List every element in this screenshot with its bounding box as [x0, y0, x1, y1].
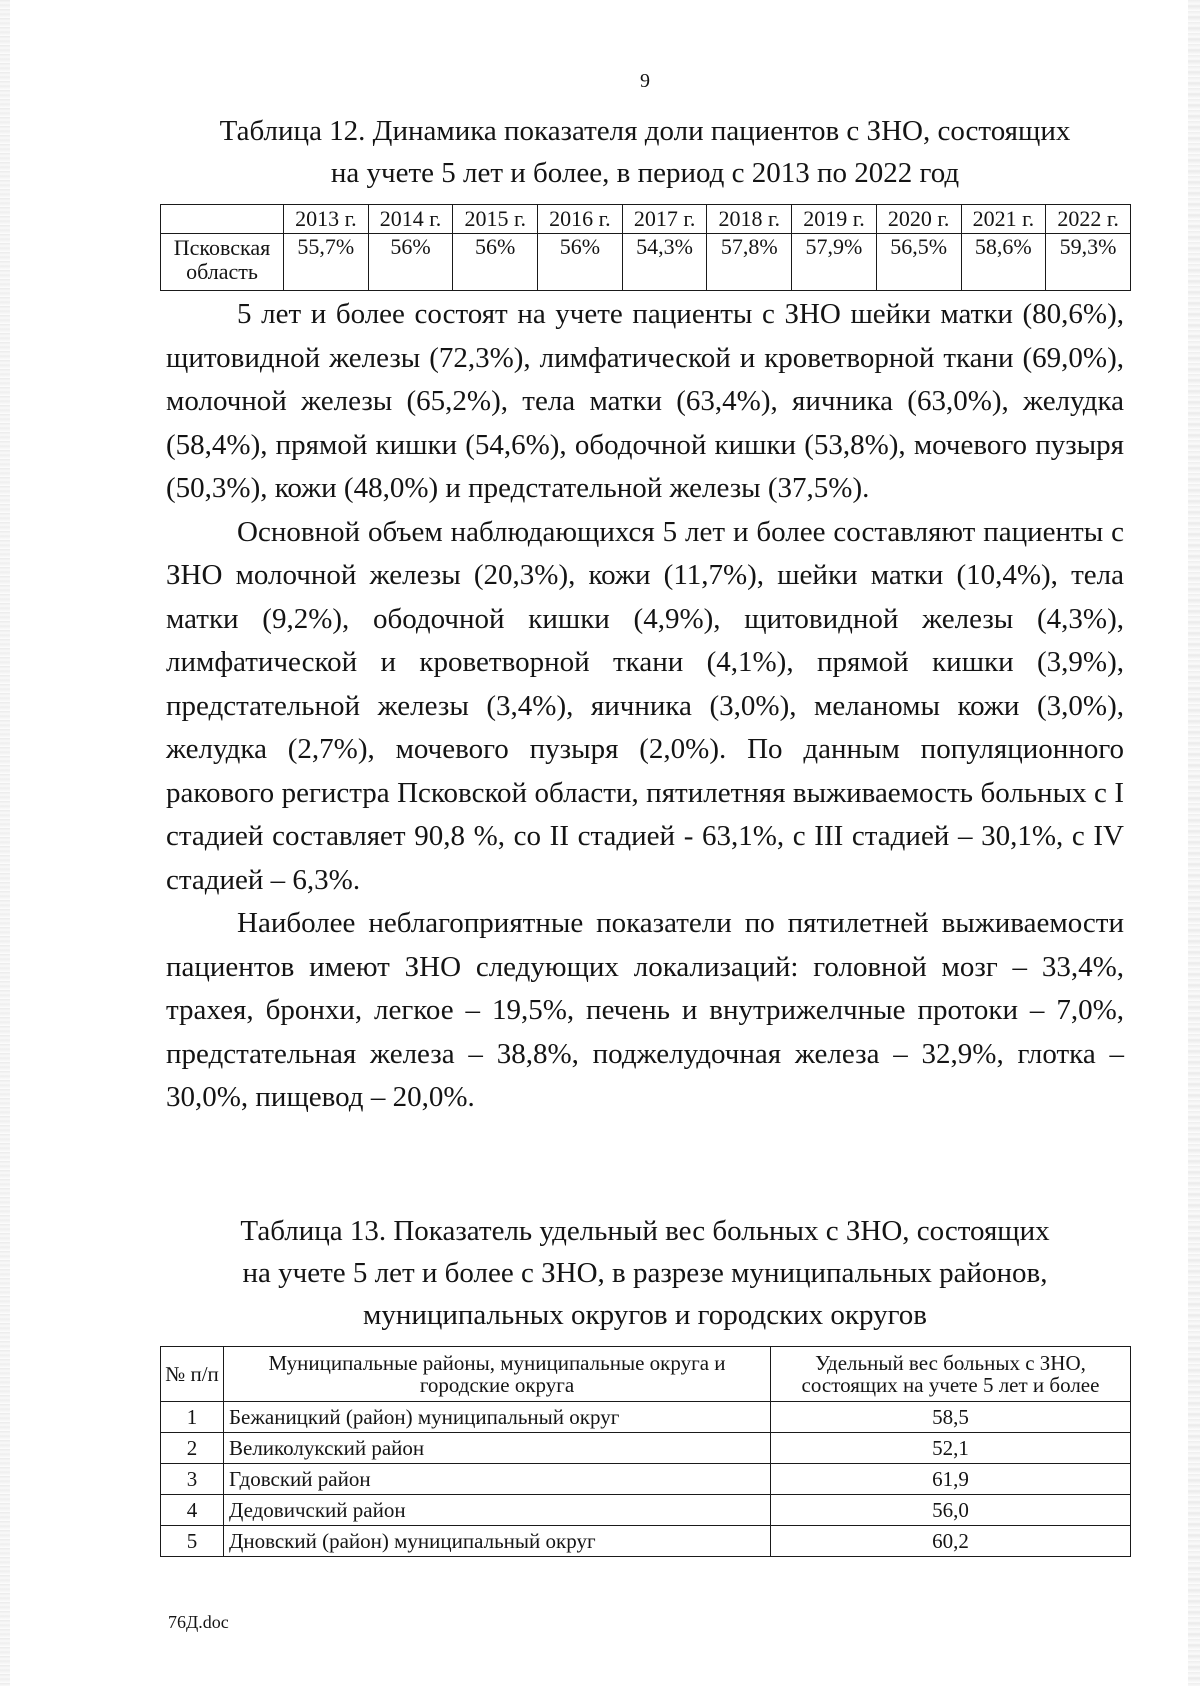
table12-year: 2015 г.: [453, 205, 538, 234]
table12-value: 57,9%: [792, 234, 877, 291]
table13-header-value: Удельный вес больных с ЗНО, состоящих на учете 5 лет и более: [771, 1347, 1131, 1402]
page-number: 9: [640, 70, 650, 92]
table12-year: 2019 г.: [792, 205, 877, 234]
table12-region: Псковская область: [161, 234, 284, 291]
table13: [160, 1346, 1131, 1557]
table12-value: 58,6%: [961, 234, 1046, 291]
table12-year: 2017 г.: [622, 205, 707, 234]
table12-year: 2021 г.: [961, 205, 1046, 234]
table13-header-num: № п/п: [161, 1347, 224, 1402]
table12-year: 2022 г.: [1046, 205, 1131, 234]
row-name: Великолукский район: [224, 1433, 771, 1464]
row-number: 3: [161, 1464, 224, 1495]
row-number: 2: [161, 1433, 224, 1464]
row-number: 5: [161, 1526, 224, 1557]
table12-year: 2014 г.: [368, 205, 453, 234]
table12-caption: [150, 110, 1140, 194]
table-row: [161, 1402, 1131, 1433]
table-row: [161, 1433, 1131, 1464]
table12-year: 2020 г.: [876, 205, 961, 234]
row-name: Гдовский район: [224, 1464, 771, 1495]
table12-value: 56,5%: [876, 234, 961, 291]
table13-caption-line3: муниципальных округов и городских округов: [362, 1299, 927, 1331]
table12-value: 55,7%: [284, 234, 369, 291]
table12-corner-cell: [161, 205, 284, 234]
row-name: Бежаницкий (район) муниципальный округ: [224, 1402, 771, 1433]
table13-caption-line1: Таблица 13. Показатель удельный вес больных с ЗНО, состоящих: [240, 1215, 1050, 1247]
table12-caption-line1: Таблица 12. Динамика показателя доли пациентов с ЗНО, состоящих: [219, 115, 1071, 147]
row-number: 4: [161, 1495, 224, 1526]
table12-value: 56%: [453, 234, 538, 291]
table12-year: 2013 г.: [284, 205, 369, 234]
table13-header-name: Муниципальные районы, муниципальные округа и городские округа: [224, 1347, 771, 1402]
paragraph: Основной объем наблюдающихся 5 лет и более составляют пациенты с ЗНО молочной железы (20,3%), кожи (11,7%), шейки матки (10,4%), тела матки (9,2%), ободочной кишки (4,9%), щитовидной железы (4,3%), лимфатической и кроветворной ткани (4,1%), прямой кишки (3,9%), предстательной железы (3,4%), яичника (3,0%), меланомы кожи (3,0%), желудка (2,7%), мочевого пузыря (2,0%). По данным популяционного ракового регистра Псковской области, пятилетняя выживаемость больных с I стадией составляет 90,8 %, со II стадией - 63,1%, с III стадией – 30,1%, с IV стадией – 6,3%.: [166, 515, 1124, 896]
table12-caption-line2: на учете 5 лет и более, в период с 2013 по 2022 год: [330, 157, 960, 189]
table12-year: 2016 г.: [538, 205, 623, 234]
table-row: [161, 1495, 1131, 1526]
scan-edge-left: [0, 0, 10, 1686]
table13-caption: [150, 1210, 1140, 1336]
paragraph: Наиболее неблагоприятные показатели по пятилетней выживаемости пациентов имеют ЗНО следующих локализаций: головной мозг – 33,4%, трахея, бронхи, легкое – 19,5%, печень и внутрижелчные протоки – 7,0%, предстательная железа – 38,8%, поджелудочная железа – 32,9%, глотка – 30,0%, пищевод – 20,0%.: [166, 907, 1124, 1113]
row-value: 56,0: [771, 1495, 1131, 1526]
footer-filename: 76Д.doc: [168, 1612, 229, 1632]
table13-caption-line2: на учете 5 лет и более с ЗНО, в разрезе муниципальных районов,: [242, 1257, 1048, 1289]
row-name: Дновский (район) муниципальный округ: [224, 1526, 771, 1557]
table12-value: 56%: [368, 234, 453, 291]
table-row: [161, 1526, 1131, 1557]
table12-year: 2018 г.: [707, 205, 792, 234]
scan-edge-right: [1188, 0, 1200, 1686]
table12-value: 54,3%: [622, 234, 707, 291]
row-value: 60,2: [771, 1526, 1131, 1557]
table12-value: 59,3%: [1046, 234, 1131, 291]
row-value: 61,9: [771, 1464, 1131, 1495]
paragraph: 5 лет и более состоят на учете пациенты с ЗНО шейки матки (80,6%), щитовидной железы (72,3%), лимфатической и кроветворной ткани (69,0%), молочной железы (65,2%), тела матки (63,4%), яичника (63,0%), желудка (58,4%), прямой кишки (54,6%), ободочной кишки (53,8%), мочевого пузыря (50,3%), кожи (48,0%) и предстательной железы (37,5%).: [166, 298, 1124, 504]
table12-header-row: [161, 205, 1131, 234]
table13-header-row: [161, 1347, 1131, 1402]
body-text: [166, 293, 1124, 1120]
table12-value: 57,8%: [707, 234, 792, 291]
row-name: Дедовичский район: [224, 1495, 771, 1526]
row-number: 1: [161, 1402, 224, 1433]
table12: [160, 204, 1131, 291]
table-row: [161, 1464, 1131, 1495]
table12-value-row: [161, 234, 1131, 291]
table12-value: 56%: [538, 234, 623, 291]
row-value: 52,1: [771, 1433, 1131, 1464]
row-value: 58,5: [771, 1402, 1131, 1433]
